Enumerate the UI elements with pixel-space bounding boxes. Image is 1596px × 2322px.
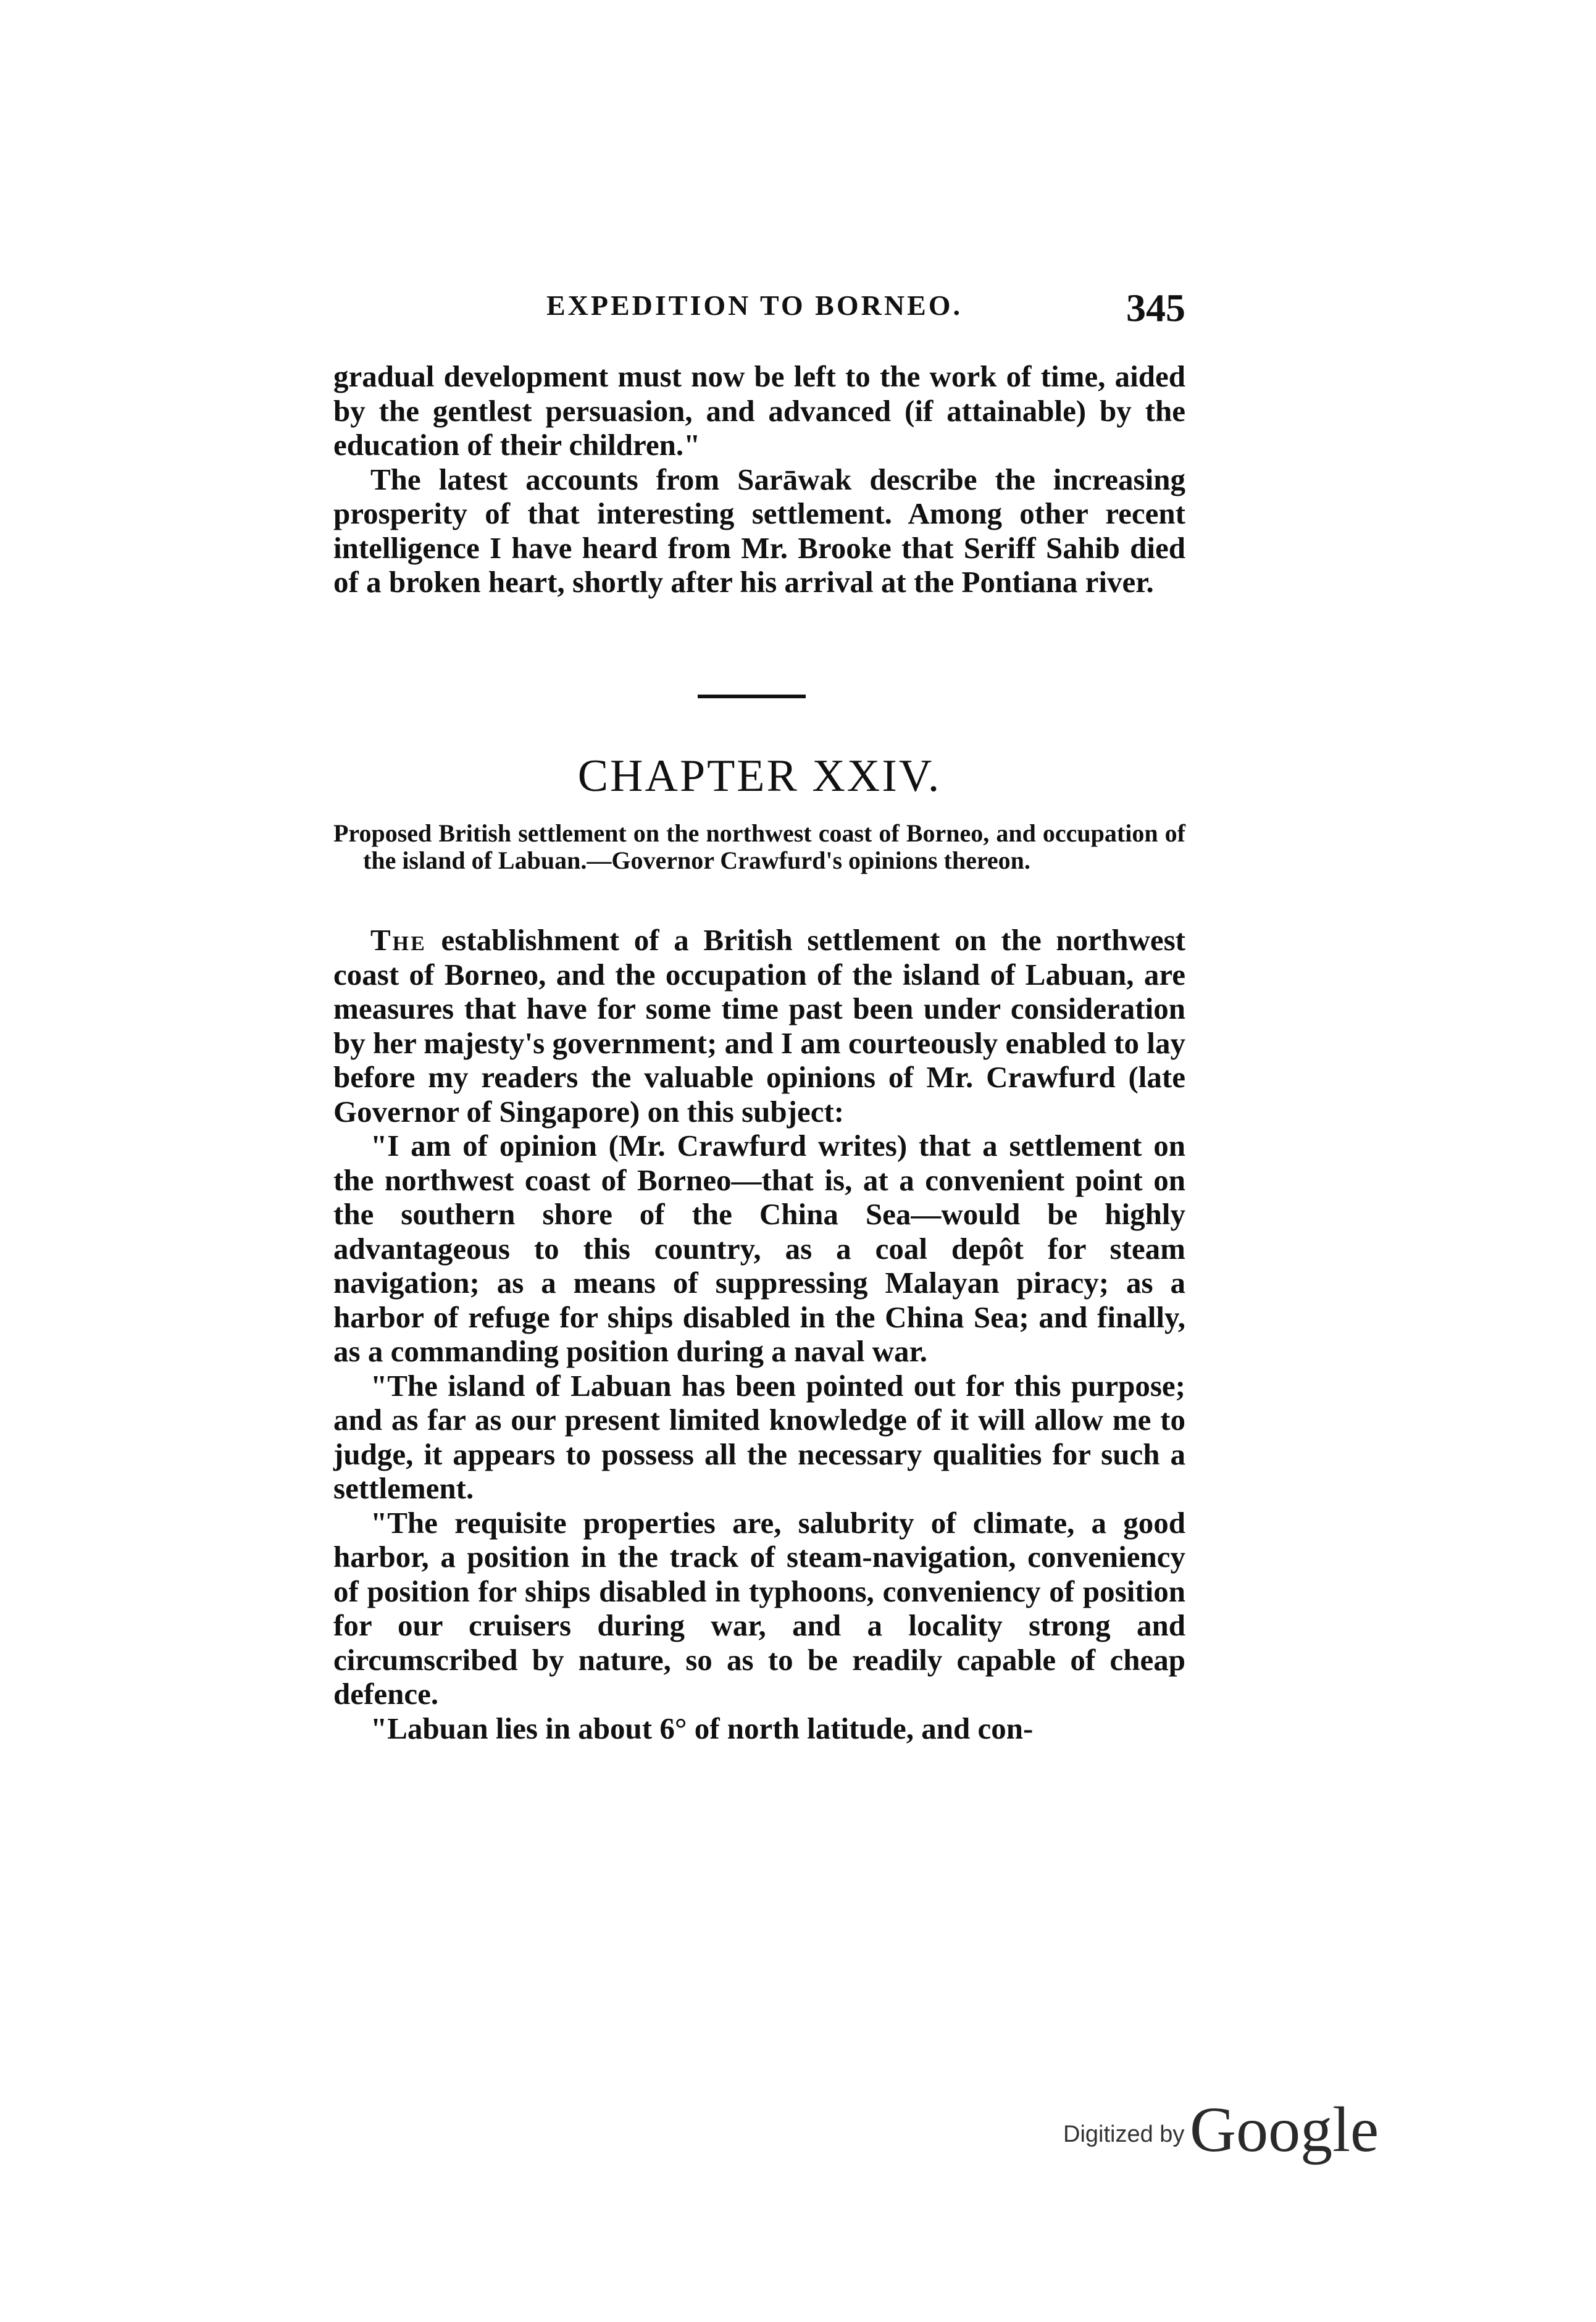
paragraph: "Labuan lies in about 6° of north latitude, and con-	[370, 1711, 1034, 1745]
chapter-summary: Proposed British settlement on the northwest coast of Borneo, and occupation of the island of Labuan.—Governor Crawfurd's opinions thereon.	[333, 819, 1185, 874]
paragraph: "The requisite properties are, salubrity of climate, a good harbor, a position in the track of steam-navigation, conveniency of position for ships disabled in typhoons, conveniency of position for our cruisers during war, and a locality strong and circumscribed by nature, so as to be readily capable of cheap defence.	[333, 1505, 1185, 1711]
paragraph	[333, 923, 1185, 1129]
drop-word: The	[370, 923, 427, 957]
paragraph: The latest accounts from Sarāwak describe the increasing prosperity of that interesting settlement. Among other recent intelligence I have heard from Mr. Brooke that Seriff Sahib died of a broken heart, shortly after his arrival at the Pontiana river.	[333, 462, 1185, 599]
closing-text-previous-chapter	[333, 359, 1185, 599]
paragraph-text: establishment of a British settlement on the northwest coast of Borneo, and the occupation of the island of Labuan, are measures that have for some time past been under consideration by her majesty's government; and I am courteously enabled to lay before my readers the valuable opinions of Mr. Crawfurd (late Governor of Singapore) on this subject:	[333, 923, 1185, 1129]
paragraph: "I am of opinion (Mr. Crawfurd writes) that a settlement on the northwest coast of Borneo—that is, at a convenient point on the southern shore of the China Sea—would be highly advantageous to this country, as a coal depôt for steam navigation; as a means of suppressing Malayan piracy; as a harbor of refuge for ships disabled in the China Sea; and finally, as a commanding position during a naval war.	[333, 1129, 1185, 1368]
page-header	[333, 285, 1185, 335]
paragraph: gradual development must now be left to the work of time, aided by the gentlest persuasion, and advanced (if attainable) by the education of their children."	[333, 359, 1185, 462]
chapter-body	[333, 923, 1185, 1745]
google-logo: Google	[1190, 2094, 1379, 2165]
section-divider-rule	[698, 695, 806, 698]
paragraph: "The island of Labuan has been pointed out for this purpose; and as far as our present limited knowledge of it will allow me to judge, it appears to possess all the necessary qualities for such a settlement.	[333, 1368, 1185, 1505]
watermark-digitized-text: Digitized by	[1063, 2121, 1185, 2147]
chapter-title: CHAPTER XXIV.	[577, 751, 942, 801]
page-number: 345	[1126, 286, 1185, 330]
running-head: EXPEDITION TO BORNEO.	[546, 290, 963, 321]
digitization-watermark	[1063, 2093, 1384, 2165]
